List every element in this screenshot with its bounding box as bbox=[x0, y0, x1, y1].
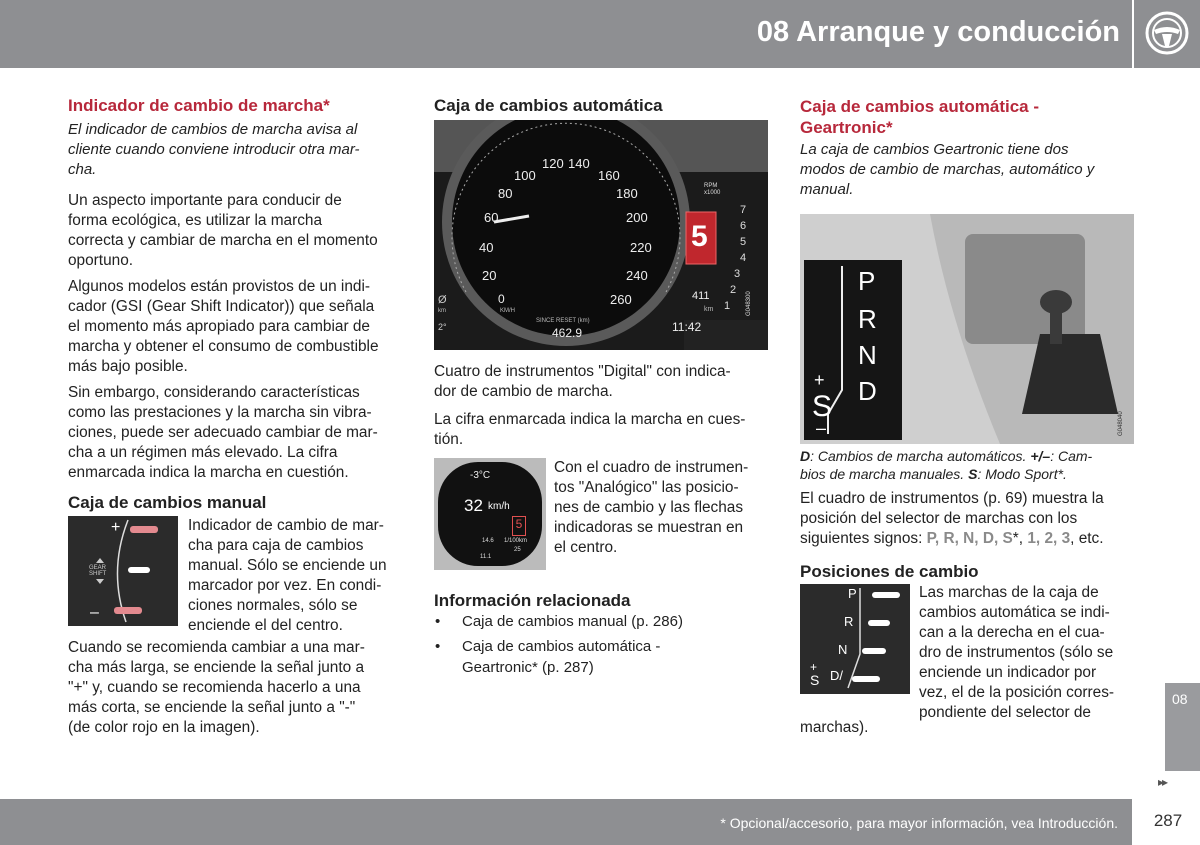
text-line: ciones, puede ser adecuado cambiar de mar- bbox=[68, 424, 378, 441]
tick-label: 100 bbox=[514, 168, 536, 183]
rpm-tick: 3 bbox=[734, 268, 741, 280]
position-plus: + bbox=[810, 660, 818, 674]
text-line: cador (GSI (Gear Shift Indicator)) que señala bbox=[68, 298, 375, 315]
sign-2: 2 bbox=[1044, 530, 1054, 547]
text-line: oportuno. bbox=[68, 252, 134, 269]
caption-line bbox=[800, 465, 1092, 483]
digital-cluster-figure bbox=[434, 120, 768, 350]
selector-p: P bbox=[858, 266, 876, 296]
tick-label: 220 bbox=[630, 240, 652, 255]
figure-code: G048300 bbox=[746, 291, 752, 316]
section-title-positions: Posiciones de cambio bbox=[800, 562, 979, 581]
position-n: N bbox=[838, 642, 848, 657]
text-line: enciende el del centro. bbox=[188, 617, 343, 634]
rpm-label: RPM x1000 bbox=[704, 183, 721, 196]
rpm-tick: 7 bbox=[740, 204, 747, 216]
analog-temperature: -3°C bbox=[470, 470, 491, 481]
text-span: siguientes signos: bbox=[800, 530, 927, 547]
text-line: SHIFT bbox=[89, 571, 107, 577]
section-title-related: Información relacionada bbox=[434, 591, 631, 610]
text-line: cliente cuando conviene introducir otra mar- bbox=[68, 141, 360, 158]
rpm-tick: 2 bbox=[730, 284, 737, 296]
analog-gear-indicator: 5 bbox=[512, 516, 526, 536]
tick-label: 200 bbox=[626, 210, 648, 225]
paragraph bbox=[68, 191, 378, 271]
text-line: el momento más apropiado para cambiar de bbox=[68, 318, 370, 335]
related-link-manual[interactable] bbox=[462, 611, 683, 632]
paragraph bbox=[434, 410, 745, 450]
temperature: 2° bbox=[438, 322, 447, 332]
text-line: Cuando se recomienda cambiar a una mar- bbox=[68, 639, 365, 656]
text-line: dro de instrumentos (sólo se bbox=[919, 644, 1114, 661]
selector-n: N bbox=[858, 340, 877, 370]
text-line: más corta, se enciende la señal junto a "-" bbox=[68, 699, 356, 716]
footer-note: * Opcional/accesorio, para mayor información, vea Introducción. bbox=[720, 815, 1118, 831]
positions-last-line: marchas). bbox=[800, 719, 869, 736]
position-r: R bbox=[844, 614, 854, 629]
steering-wheel-icon bbox=[1134, 0, 1200, 68]
text-line: manual. Sólo se enciende un bbox=[188, 557, 387, 574]
text-line: marcador por vez. En condi- bbox=[188, 577, 382, 594]
caption-d: D bbox=[800, 448, 811, 464]
text-line: ciones normales, sólo se bbox=[188, 597, 358, 614]
positions-description bbox=[919, 583, 1114, 723]
text-line: nes de cambio y las flechas bbox=[554, 499, 744, 516]
since-reset-label: SINCE RESET (km) bbox=[536, 318, 590, 324]
text-line: Geartronic* bbox=[800, 118, 893, 137]
text-line: indicadoras se muestran en bbox=[554, 519, 744, 536]
text-line: cha. bbox=[68, 161, 97, 178]
analog-speed: 32 bbox=[464, 496, 483, 515]
paragraph bbox=[800, 489, 1104, 549]
selector-plus: + bbox=[814, 370, 825, 390]
paragraph bbox=[68, 638, 365, 738]
gear-indicator: 5 bbox=[691, 220, 708, 253]
text-line: El cuadro de instrumentos (p. 69) muestra la bbox=[800, 490, 1104, 507]
related-link-geartronic[interactable] bbox=[462, 636, 660, 678]
tick-label: 20 bbox=[482, 268, 497, 283]
selector-d: D bbox=[858, 376, 877, 406]
text-line: correcta y cambiar de marcha en el momento bbox=[68, 232, 378, 249]
analog-high-value: 25 bbox=[514, 547, 521, 553]
chapter-title: 08 Arranque y conducción bbox=[756, 16, 1120, 48]
chapter-icon-box bbox=[1132, 0, 1200, 68]
text-line: • Caja de cambios automática - bbox=[462, 638, 661, 655]
chapter-tab bbox=[1165, 683, 1200, 771]
range-unit: km bbox=[704, 306, 714, 313]
tick-label: 180 bbox=[616, 186, 638, 201]
page-number: 287 bbox=[1153, 811, 1183, 830]
trip-value: 462.9 bbox=[552, 326, 583, 340]
gsi-gear-shift-label bbox=[89, 565, 106, 577]
text-line: La caja de cambios Geartronic tiene dos bbox=[800, 141, 1069, 158]
text-line: forma ecológica, es utilizar la marcha bbox=[68, 212, 323, 229]
text-line: "+" y, cuando se recomienda hacerlo a una bbox=[68, 679, 361, 696]
text-line: El indicador de cambios de marcha avisa al bbox=[68, 121, 358, 138]
text-line: cha para caja de cambios bbox=[188, 537, 364, 554]
caption-s: S bbox=[968, 466, 978, 482]
analog-description bbox=[554, 458, 748, 558]
text-line: siguientes signos: P, R, N, D, S*, 1, 2, 3, etc. bbox=[800, 530, 1104, 547]
tick-label: 160 bbox=[598, 168, 620, 183]
rpm-tick: 4 bbox=[740, 252, 747, 264]
tick-label: 140 bbox=[568, 156, 590, 171]
tick-label: 80 bbox=[498, 186, 513, 201]
sign-s: S bbox=[1002, 530, 1013, 547]
next-page-arrows-icon: ▸▸ bbox=[1158, 775, 1167, 789]
consumption-symbol: Ø bbox=[438, 294, 447, 306]
paragraph bbox=[434, 362, 731, 402]
text-line: enmarcada indica la marcha en cuestión. bbox=[68, 464, 349, 481]
sign-3: 3 bbox=[1061, 530, 1071, 547]
analog-speed-unit: km/h bbox=[488, 501, 510, 512]
text-line: cha a un régimen más elevado. La cifra bbox=[68, 444, 338, 461]
text-line: tos "Analógico" las posicio- bbox=[554, 479, 739, 496]
analog-low-value: 11.1 bbox=[480, 554, 492, 560]
text-line: manual. bbox=[800, 181, 854, 198]
page-number-box bbox=[1132, 799, 1200, 845]
position-p: P bbox=[848, 586, 857, 601]
range-value: 411 bbox=[692, 290, 710, 302]
caption-text: : Cambios de marcha automáticos. bbox=[810, 448, 1031, 464]
caption-plusminus: +/– bbox=[1030, 448, 1051, 464]
text-line: modos de cambio de marchas, automático y bbox=[800, 161, 1095, 178]
figure-code: G048040 bbox=[1118, 411, 1124, 436]
tick-label: 0 bbox=[498, 292, 505, 306]
text-line: vez, el de la posición corres- bbox=[919, 684, 1115, 701]
analog-consumption: 14.6 bbox=[482, 538, 494, 544]
text-line: Las marchas de la caja de bbox=[919, 584, 1099, 601]
text-line: Indicador de cambio de mar- bbox=[188, 517, 384, 534]
tick-label: 260 bbox=[610, 292, 632, 307]
text-line: marcha y obtener el consumo de combustible bbox=[68, 338, 379, 355]
tick-label: 240 bbox=[626, 268, 648, 283]
sign-1: 1 bbox=[1027, 530, 1036, 547]
sign-p: P bbox=[926, 530, 935, 547]
text-line: cambios automática se indi- bbox=[919, 604, 1110, 621]
text-line: La cifra enmarcada indica la marcha en cues- bbox=[434, 411, 746, 428]
tick-label: 120 bbox=[542, 156, 564, 171]
geartronic-intro bbox=[800, 140, 1094, 200]
sign-r: R bbox=[943, 530, 955, 547]
text-line: GEAR bbox=[89, 565, 107, 571]
position-sport: S bbox=[810, 672, 820, 688]
section-title-manual: Caja de cambios manual bbox=[68, 493, 267, 512]
text-line: Geartronic* (p. 287) bbox=[462, 659, 594, 676]
analog-display-figure bbox=[434, 458, 546, 570]
gsi-minus-label: – bbox=[90, 604, 99, 621]
gsi-indicator-figure bbox=[68, 516, 178, 626]
text-line: posición del selector de marchas con los bbox=[800, 510, 1078, 527]
gsi-plus-label: + bbox=[111, 519, 121, 536]
text-line: can a la derecha en el cua- bbox=[919, 624, 1105, 641]
text-line: pondiente del selector de bbox=[919, 704, 1091, 721]
rpm-tick: 1 bbox=[724, 300, 731, 312]
text-line: Cuatro de instrumentos "Digital" con indica- bbox=[434, 363, 731, 380]
caption-text: bios de marcha manuales. bbox=[800, 466, 969, 482]
clock: 11:42 bbox=[672, 320, 702, 334]
text-line: Caja de cambios automática - bbox=[800, 97, 1040, 116]
tick-label: 40 bbox=[479, 240, 494, 255]
selector-minus: – bbox=[816, 418, 827, 438]
selector-caption bbox=[800, 447, 1092, 483]
consumption-unit: km bbox=[438, 308, 446, 314]
text-line: más bajo posible. bbox=[68, 358, 188, 375]
kmh-label: KM/H bbox=[500, 308, 515, 314]
rpm-tick: 6 bbox=[740, 220, 747, 232]
section-title-geartronic bbox=[800, 96, 1039, 138]
caption-text: : Cam- bbox=[1050, 448, 1093, 464]
sign-d: D bbox=[982, 530, 994, 547]
gsi-intro bbox=[68, 120, 398, 180]
text-line: Sin embargo, considerando características bbox=[68, 384, 360, 401]
text-span: , etc. bbox=[1070, 530, 1104, 547]
section-title-automatic: Caja de cambios automática bbox=[434, 96, 663, 115]
text-line: Un aspecto importante para conducir de bbox=[68, 192, 342, 209]
text-line: como las prestaciones y la marcha sin vibra- bbox=[68, 404, 372, 421]
selector-r: R bbox=[858, 304, 877, 334]
rpm-tick: 5 bbox=[740, 236, 747, 248]
paragraph bbox=[68, 277, 379, 377]
text-line: (de color rojo en la imagen). bbox=[68, 719, 260, 736]
text-line: Algunos modelos están provistos de un indi- bbox=[68, 278, 371, 295]
text-line: cha más larga, se enciende la señal junto a bbox=[68, 659, 365, 676]
text-line: • Caja de cambios manual (p. 286) bbox=[462, 613, 683, 630]
text-line: dor de cambio de marcha. bbox=[434, 383, 613, 400]
analog-consumption-unit: 1/100km bbox=[504, 538, 528, 544]
positions-figure bbox=[800, 584, 910, 694]
text-line: tión. bbox=[434, 431, 464, 448]
text-line: el centro. bbox=[554, 539, 618, 556]
selector-sport: S bbox=[812, 390, 833, 423]
section-title-gsi: Indicador de cambio de marcha* bbox=[68, 96, 330, 115]
manual-description bbox=[188, 516, 387, 636]
text-line: enciende un indicador por bbox=[919, 664, 1097, 681]
position-d: D/ bbox=[830, 668, 843, 683]
caption-text: : Modo Sport*. bbox=[977, 466, 1067, 482]
sign-n: N bbox=[963, 530, 975, 547]
chapter-tab-label: 08 bbox=[1172, 691, 1188, 707]
caption-line bbox=[800, 447, 1092, 465]
text-line: Con el cuadro de instrumen- bbox=[554, 459, 749, 476]
tick-label: 60 bbox=[484, 210, 499, 225]
gear-selector-figure bbox=[800, 214, 1134, 444]
paragraph bbox=[68, 383, 378, 483]
